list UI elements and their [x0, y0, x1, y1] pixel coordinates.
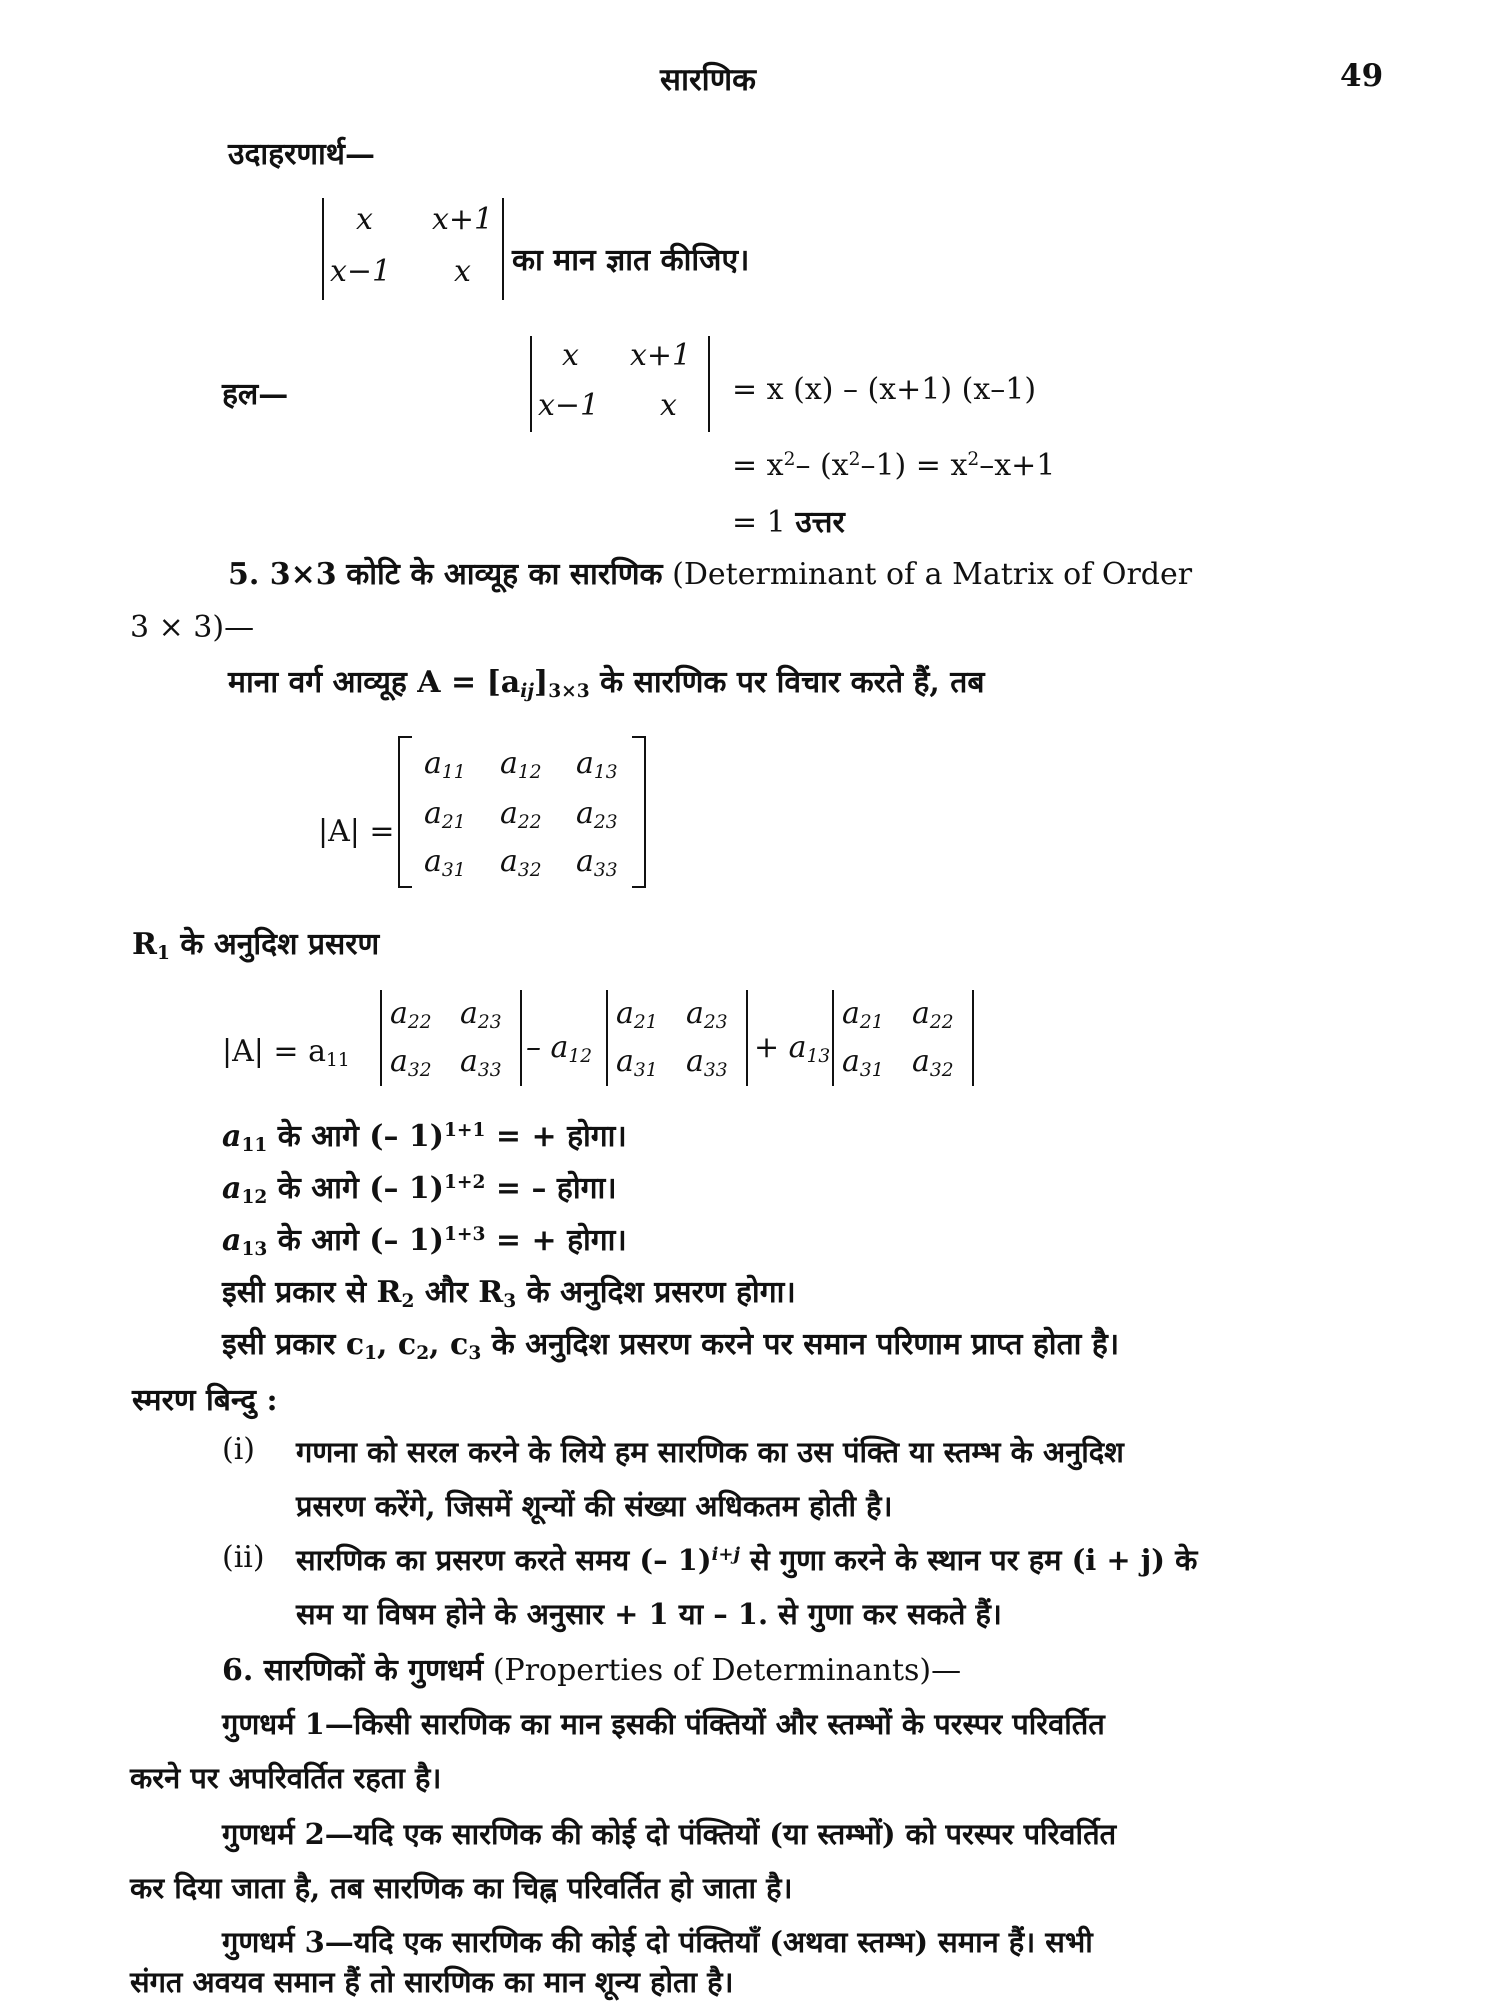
sign-rule-1: $a_{11}$ के आगे (– 1)$^{1+1}$ = + होगा।: [222, 1119, 627, 1157]
expansion-plus-term: + $a_{13}$: [754, 1030, 831, 1068]
remember-item-ii-line-2: सम या विषम होने के अनुसार + 1 या – 1. से गुणा कर सकते हैं।: [296, 1597, 1002, 1631]
matrix-cell: $a_{22}$: [500, 796, 542, 834]
matrix-lhs: |A| =: [318, 814, 395, 849]
det-cell: x−1: [330, 254, 392, 289]
section-6-heading: 6. सारणिकों के गुणधर्म (Properties of Determinants)—: [222, 1653, 962, 1688]
det-cell: x−1: [538, 388, 600, 423]
remember-item-ii-number: (ii): [222, 1540, 265, 1575]
det-cell: $a_{32}$: [390, 1044, 432, 1082]
solution-determinant: [530, 336, 710, 432]
expansion-lhs: $|A| = a_{11}$: [222, 1034, 350, 1072]
det-cell: $a_{21}$: [616, 996, 658, 1034]
det-cell: $a_{33}$: [460, 1044, 502, 1082]
det-cell: $a_{32}$: [912, 1044, 954, 1082]
det-cell: x: [660, 388, 677, 423]
expansion-heading: $R_1$ के अनुदिश प्रसरण: [132, 927, 380, 965]
remember-heading: स्मरण बिन्दु :: [132, 1383, 278, 1418]
det-cell: $a_{22}$: [390, 996, 432, 1034]
minor-determinant-2: [606, 990, 748, 1086]
remember-item-i-line-2: प्रसरण करेंगे, जिसमें शून्यों की संख्या अधिकतम होती है।: [296, 1489, 893, 1523]
solution-step-1: = x (x) – (x+1) (x–1): [732, 372, 1037, 407]
det-cell: $a_{31}$: [616, 1044, 658, 1082]
remember-item-i-number: (i): [222, 1432, 256, 1467]
matrix-cell: $a_{12}$: [500, 746, 542, 784]
section-5-heading: 5. 3×3 कोटि के आव्यूह का सारणिक (Determinant of a Matrix of Order: [228, 557, 1193, 592]
det-cell: $a_{31}$: [842, 1044, 884, 1082]
page-number: 49: [1340, 58, 1384, 94]
minor-determinant-3: [832, 990, 974, 1086]
det-cell: $a_{22}$: [912, 996, 954, 1034]
matrix-A: [398, 736, 646, 888]
property-2-line-1: गुणधर्म 2—यदि एक सारणिक की कोई दो पंक्तियों (या स्तम्भों) को परस्पर परिवर्तित: [222, 1817, 1117, 1851]
example-prompt: का मान ज्ञात कीजिए।: [512, 243, 750, 278]
det-cell: x: [562, 338, 579, 373]
example-label: उदाहरणार्थ—: [228, 137, 375, 172]
matrix-cell: $a_{11}$: [424, 746, 466, 784]
det-cell: $a_{23}$: [686, 996, 728, 1034]
matrix-cell: $a_{13}$: [576, 746, 618, 784]
matrix-cell: $a_{23}$: [576, 796, 618, 834]
matrix-cell: $a_{32}$: [500, 844, 542, 882]
solution-answer: = 1 उत्तर: [732, 505, 845, 540]
property-3-line-1: गुणधर्म 3—यदि एक सारणिक की कोई दो पंक्तियाँ (अथवा स्तम्भ) समान हैं। सभी: [222, 1925, 1093, 1959]
det-cell: $a_{21}$: [842, 996, 884, 1034]
matrix-cell: $a_{31}$: [424, 844, 466, 882]
solution-step-2: = $x^2-$ $(x^2-1) = x^2-x+1$: [732, 448, 1056, 483]
sign-rule-3: $a_{13}$ के आगे (– 1)$^{1+3}$ = + होगा।: [222, 1223, 627, 1261]
section-5-heading-cont: 3 × 3)—: [130, 610, 255, 645]
det-cell: x+1: [630, 338, 692, 373]
example-determinant: [322, 198, 504, 300]
remember-item-i-line-1: गणना को सरल करने के लिये हम सारणिक का उस पंक्ति या स्तम्भ के अनुदिश: [296, 1435, 1124, 1469]
running-header-title: सारणिक: [660, 62, 756, 98]
row-expansion-note: इसी प्रकार से $R_2$ और $R_3$ के अनुदिश प्रसरण होगा।: [222, 1275, 796, 1313]
det-cell: x+1: [432, 202, 494, 237]
sign-rule-2: $a_{12}$ के आगे (– 1)$^{1+2}$ = – होगा।: [222, 1171, 617, 1209]
solution-label: हल—: [222, 377, 289, 412]
det-cell: x: [356, 202, 373, 237]
det-cell: x: [454, 254, 471, 289]
property-3-line-2: संगत अवयव समान हैं तो सारणिक का मान शून्य होता है।: [130, 1965, 734, 1999]
section-5-intro: माना वर्ग आव्यूह $A = [a_{ij}]_{3\times 3}$ के सारणिक पर विचार करते हैं, तब: [228, 665, 985, 703]
property-1-line-1: गुणधर्म 1—किसी सारणिक का मान इसकी पंक्तियों और स्तम्भों के परस्पर परिवर्तित: [222, 1707, 1105, 1741]
matrix-cell: $a_{21}$: [424, 796, 466, 834]
det-cell: $a_{23}$: [460, 996, 502, 1034]
column-expansion-note: इसी प्रकार $c_1$, $c_2$, $c_3$ के अनुदिश प्रसरण करने पर समान परिणाम प्राप्त होता है।: [222, 1327, 1120, 1365]
remember-item-ii-line-1: सारणिक का प्रसरण करते समय (– 1)$^{i+j}$ से गुणा करने के स्थान पर हम (i + j) के: [296, 1543, 1198, 1577]
det-cell: $a_{33}$: [686, 1044, 728, 1082]
minor-determinant-1: [380, 990, 522, 1086]
matrix-cell: $a_{33}$: [576, 844, 618, 882]
property-2-line-2: कर दिया जाता है, तब सारणिक का चिह्न परिवर्तित हो जाता है।: [130, 1871, 793, 1905]
expansion-minus-term: – $a_{12}$: [526, 1030, 593, 1068]
property-1-line-2: करने पर अपरिवर्तित रहता है।: [130, 1761, 442, 1795]
